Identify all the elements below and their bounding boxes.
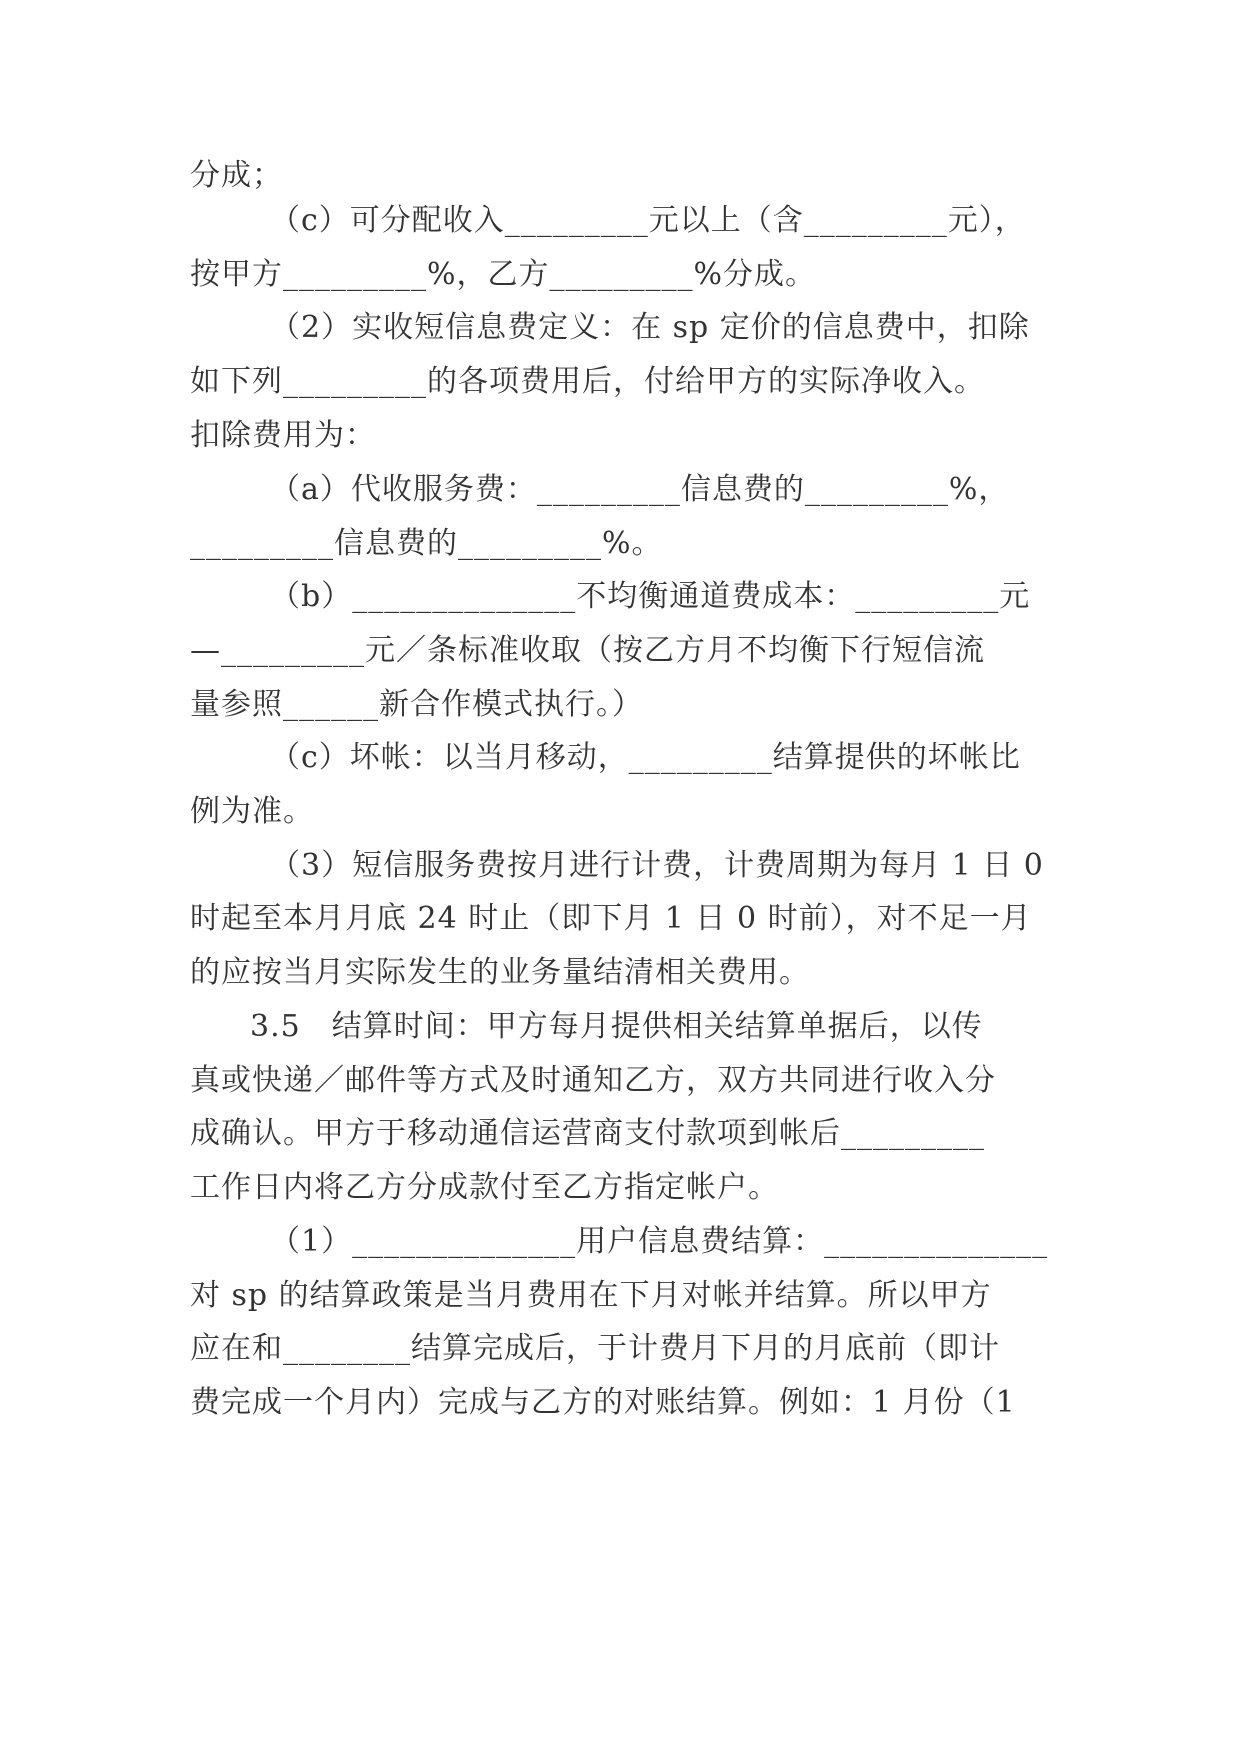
text-line: 真或快递／邮件等方式及时通知乙方，双方共同进行收入分 bbox=[190, 1063, 996, 1098]
text-line: 应在和________结算完成后，于计费月下月的月底前（即计 bbox=[190, 1331, 1000, 1366]
text-line: 时起至本月月底 24 时止（即下月 1 日 0 时前），对不足一月 bbox=[190, 901, 1032, 936]
text-line: 如下列_________的各项费用后，付给甲方的实际净收入。 bbox=[190, 364, 985, 399]
text-line: 费完成一个月内）完成与乙方的对账结算。例如：1 月份（1 bbox=[190, 1385, 1016, 1420]
text-line: _________信息费的_________%。 bbox=[190, 526, 663, 561]
text-line: 扣除费用为： bbox=[190, 418, 376, 453]
text-line: 例为准。 bbox=[190, 794, 314, 829]
text-line: 分成； bbox=[190, 158, 283, 193]
text-line: 对 sp 的结算政策是当月费用在下月对帐并结算。所以甲方 bbox=[190, 1278, 992, 1313]
text-line: （1）______________用户信息费结算：______________ bbox=[270, 1224, 1049, 1259]
text-line: （3）短信服务费按月进行计费，计费周期为每月 1 日 0 bbox=[270, 848, 1044, 883]
text-line: （2）实收短信息费定义：在 sp 定价的信息费中，扣除 bbox=[270, 310, 1030, 345]
text-line: （a）代收服务费：_________信息费的_________%， bbox=[270, 472, 1010, 507]
text-line: 按甲方_________%，乙方_________%分成。 bbox=[190, 257, 817, 292]
text-line: —_________元／条标准收取（按乙方月不均衡下行短信流 bbox=[190, 633, 985, 668]
text-line: 的应按当月实际发生的业务量结清相关费用。 bbox=[190, 955, 810, 990]
text-line: 量参照______新合作模式执行。） bbox=[190, 687, 643, 722]
text-line: （b）______________不均衡通道费成本：_________元 bbox=[270, 579, 1031, 614]
text-line: 成确认。甲方于移动通信运营商支付款项到帐后_________ bbox=[190, 1116, 985, 1151]
section-heading-line: 3.5 结算时间：甲方每月提供相关结算单据后，以传 bbox=[250, 1009, 983, 1044]
text-line: （c）坏帐：以当月移动，_________结算提供的坏帐比 bbox=[270, 740, 1021, 775]
text-line: （c）可分配收入_________元以上（含_________元）， bbox=[270, 203, 1026, 238]
text-line: 工作日内将乙方分成款付至乙方指定帐户。 bbox=[190, 1170, 779, 1205]
